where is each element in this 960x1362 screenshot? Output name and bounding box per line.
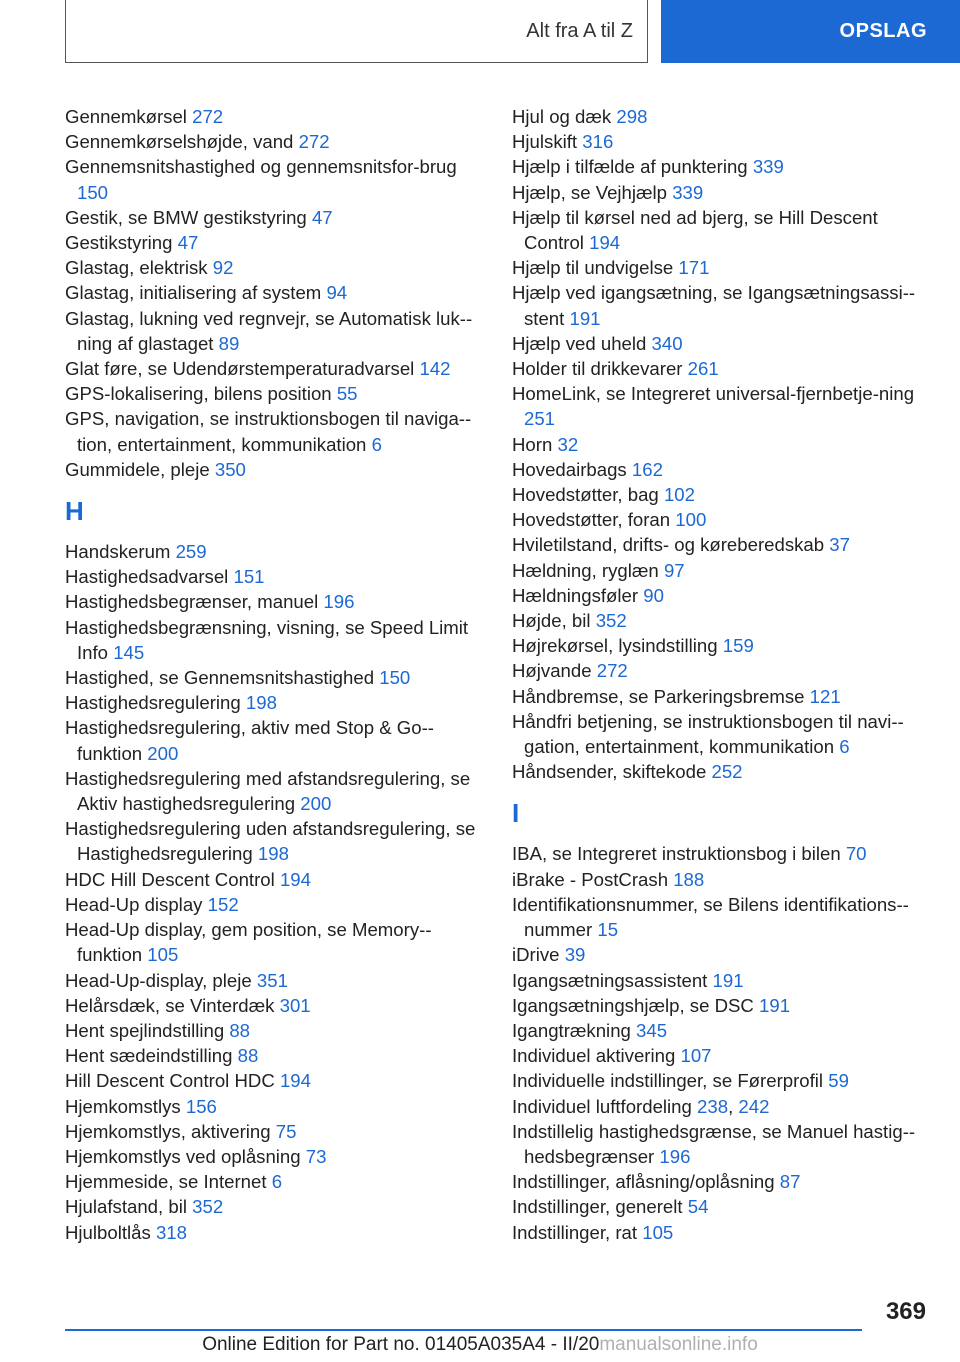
page-link[interactable]: 162	[631, 458, 663, 480]
index-entry	[512, 841, 924, 866]
index-entry	[512, 129, 924, 154]
index-entry	[65, 406, 485, 456]
index-entry	[512, 180, 924, 205]
page-link[interactable]: 340	[651, 332, 683, 354]
page-link[interactable]: 194	[279, 868, 311, 890]
entry-term: Head-Up-display, pleje	[65, 969, 252, 991]
index-entry	[512, 583, 924, 608]
page-link[interactable]: 350	[214, 458, 246, 480]
footer-edition	[0, 1334, 960, 1356]
index-entry	[65, 715, 485, 765]
entry-term: Head-Up display	[65, 893, 203, 915]
page-link[interactable]: 145	[113, 641, 145, 663]
page-link[interactable]: 191	[759, 994, 791, 1016]
entry-term: iBrake - PostCrash	[512, 868, 669, 890]
page-link[interactable]: 97	[663, 559, 685, 581]
page-link[interactable]: 32	[557, 433, 579, 455]
page-link[interactable]: 90	[643, 584, 664, 606]
index-entry	[65, 306, 485, 356]
index-entry	[512, 1119, 924, 1169]
page-link[interactable]: 194	[589, 232, 621, 254]
page-link[interactable]: 252	[711, 761, 743, 783]
index-entry	[65, 154, 485, 204]
page-link[interactable]: 200	[300, 793, 332, 815]
entry-term: HDC Hill Descent Control	[65, 868, 275, 890]
page-link[interactable]: 73	[305, 1145, 327, 1167]
page-link[interactable]: 150	[77, 181, 109, 203]
section-letter: H	[65, 496, 84, 527]
entry-term: Indstillinger, rat	[512, 1221, 638, 1243]
index-entry	[512, 104, 924, 129]
entry-term: Gestik, se BMW gestikstyring	[65, 206, 307, 228]
entry-term: Hastighedsregulering uden afstandsregulering, se Hastighedsregulering	[65, 818, 476, 865]
entry-term: Hastighedsregulering med afstandsregulering, se Aktiv hastighedsregulering	[65, 767, 471, 815]
index-entry	[65, 1169, 485, 1194]
entry-term: GPS-lokalisering, bilens position	[65, 383, 332, 405]
entry-term: Hjemkomstlys ved oplåsning	[65, 1145, 301, 1167]
entry-term: IBA, se Integreret instruktionsbog i bilen	[512, 843, 841, 865]
entry-term: Hjemmeside, se Internet	[65, 1171, 267, 1193]
index-entry	[512, 867, 924, 892]
page-link[interactable]: 107	[680, 1045, 712, 1067]
entry-term: Glastag, elektrisk	[65, 257, 208, 279]
entry-term: Hjælp ved igangsætning, se Igangsætningsassi-stent	[512, 282, 916, 329]
index-entry	[512, 356, 924, 381]
entry-term: Hviletilstand, drifts- og køreberedskab	[512, 534, 825, 556]
entry-term: Individuel aktivering	[512, 1045, 676, 1067]
entry-term: Hjælp ved uheld	[512, 332, 647, 354]
page-link[interactable]: 6	[371, 433, 382, 455]
entry-term: Indstillelig hastighedsgrænse, se Manuel hastig-hedsbegrænser	[512, 1120, 916, 1167]
index-entry	[65, 766, 485, 816]
index-entry	[65, 381, 485, 406]
index-entry	[512, 532, 924, 557]
entry-term: Head-Up display, gem position, se Memory-funktion	[65, 919, 432, 966]
entry-term: HomeLink, se Integreret universal-fjernbetje-ning	[512, 383, 915, 405]
index-entry	[65, 665, 485, 690]
index-entry	[512, 1194, 924, 1219]
index-entry	[65, 129, 485, 154]
index-entry	[512, 331, 924, 356]
index-entry	[512, 482, 924, 507]
entry-term: Hjemkomstlys	[65, 1095, 181, 1117]
entry-term: Hjælp i tilfælde af punktering	[512, 156, 748, 178]
entry-term: Gennemkørselshøjde, vand	[65, 131, 294, 153]
page-link[interactable]: 298	[616, 106, 648, 127]
entry-term: Helårsdæk, se Vinterdæk	[65, 994, 275, 1016]
index-entry: Individuel luftfordeling 238, 242	[512, 1095, 770, 1117]
entry-term: iDrive	[512, 944, 560, 966]
entry-term: Hjulskift	[512, 131, 578, 153]
index-entry	[65, 1018, 485, 1043]
entry-term: Gummidele, pleje	[65, 458, 210, 480]
index-entry	[65, 280, 485, 305]
index-entry	[512, 993, 924, 1018]
section-title: Alt fra A til Z	[526, 19, 633, 42]
page-link[interactable]: 105	[147, 944, 179, 966]
index-entry	[65, 1119, 485, 1144]
page-link[interactable]: 251	[524, 408, 556, 430]
index-entry	[512, 205, 924, 255]
page-link[interactable]: 259	[175, 541, 207, 563]
index-entry	[65, 917, 485, 967]
entry-term: Hjælp til kørsel ned ad bjerg, se Hill Descent Control	[512, 206, 878, 254]
entry-term: Hastighed, se Gennemsnitshastighed	[65, 667, 375, 689]
index-entry	[65, 816, 485, 866]
entry-term: Hjulboltlås	[65, 1221, 151, 1243]
page-link[interactable]: 198	[245, 692, 277, 714]
entry-term: Glastag, lukning ved regnvejr, se Automatisk luk-ning af glastaget	[65, 307, 473, 354]
index-entry	[512, 507, 924, 532]
index-entry	[65, 867, 485, 892]
index-entry	[512, 1018, 924, 1043]
page-link[interactable]: 159	[722, 635, 754, 657]
index-entry	[65, 589, 485, 614]
footer-divider	[65, 1329, 862, 1331]
page-link[interactable]: 191	[569, 307, 601, 329]
page-link[interactable]: 142	[419, 358, 451, 380]
page-link[interactable]: 92	[212, 257, 234, 279]
entry-term: Hastighedsregulering	[65, 692, 241, 714]
index-entry	[512, 684, 924, 709]
entry-term: Hastighedsbegrænsning, visning, se Speed Limit Info	[65, 616, 469, 663]
page-link[interactable]: 15	[597, 919, 619, 941]
index-entry	[512, 432, 924, 457]
page-link[interactable]: 318	[155, 1221, 187, 1243]
entry-term: Identifikationsnummer, se Bilens identifikations-nummer	[512, 893, 909, 941]
page-link[interactable]: 87	[779, 1171, 801, 1193]
page-link[interactable]: 316	[582, 131, 614, 153]
entry-term: Indstillinger, aflåsning/oplåsning	[512, 1171, 775, 1193]
index-entry	[512, 280, 924, 330]
index-column-left	[65, 104, 485, 1245]
index-entry	[65, 1094, 485, 1119]
page-link[interactable]: 6	[839, 736, 850, 758]
index-entry	[512, 892, 924, 942]
entry-term: Individuel luftfordeling	[512, 1095, 692, 1117]
page-link[interactable]: 121	[809, 685, 841, 707]
page-link[interactable]: 351	[256, 969, 288, 991]
page-link[interactable]: 272	[596, 660, 628, 682]
index-entry	[512, 759, 924, 784]
page-link[interactable]: 272	[192, 106, 224, 127]
page-link[interactable]: 156	[185, 1095, 217, 1117]
page-link[interactable]: 152	[207, 893, 239, 915]
index-entry	[512, 255, 924, 280]
page-link[interactable]: 238	[697, 1095, 729, 1117]
page-link[interactable]: 54	[687, 1196, 709, 1218]
tab-label: OPSLAG	[839, 20, 927, 42]
entry-term: Igangsætningshjælp, se DSC	[512, 994, 754, 1016]
entry-term: Hjul og dæk	[512, 106, 612, 127]
page-link[interactable]: 39	[564, 944, 586, 966]
entry-term: Gennemsnitshastighed og gennemsnitsfor-brug	[65, 156, 457, 178]
index-entry	[65, 356, 485, 381]
page-link[interactable]: 171	[678, 257, 710, 279]
entry-term: Hastighedsadvarsel	[65, 566, 229, 588]
entry-term: Igangsætningsassistent	[512, 969, 708, 991]
entry-term: GPS, navigation, se instruktionsbogen til naviga-tion, entertainment, kommunikation	[65, 408, 472, 455]
index-entry	[65, 104, 485, 129]
page-link[interactable]: 352	[192, 1196, 224, 1218]
index-entry	[512, 381, 924, 431]
entry-term: Håndfri betjening, se instruktionsbogen til navi-gation, entertainment, kommunikation	[512, 710, 904, 758]
index-entry	[512, 658, 924, 683]
page-link[interactable]: 261	[687, 358, 719, 380]
index-entry	[65, 1068, 485, 1093]
page-link[interactable]: 102	[663, 484, 695, 506]
entry-term: Holder til drikkevarer	[512, 358, 683, 380]
index-entry	[65, 255, 485, 280]
page-link[interactable]: 88	[229, 1019, 251, 1041]
page-link[interactable]: 242	[738, 1095, 770, 1117]
page-link[interactable]: 100	[675, 509, 707, 531]
entry-term: Håndbremse, se Parkeringsbremse	[512, 685, 805, 707]
index-entry	[512, 1043, 924, 1068]
entry-term: Igangtrækning	[512, 1019, 631, 1041]
entry-term: Individuelle indstillinger, se Førerprofil	[512, 1070, 824, 1092]
page-link[interactable]: 47	[311, 206, 333, 228]
header-tab[interactable]	[661, 0, 960, 63]
page-link[interactable]: 345	[636, 1019, 668, 1041]
index-entry	[65, 1144, 485, 1169]
entry-term: Hill Descent Control HDC	[65, 1070, 275, 1092]
entry-term: Hjulafstand, bil	[65, 1196, 187, 1218]
entry-term: Højrekørsel, lysindstilling	[512, 635, 718, 657]
index-entry	[512, 968, 924, 993]
edition-text: Online Edition for Part no. 01405A035A4 - II/20	[202, 1334, 600, 1355]
entry-term: Hent spejlindstilling	[65, 1019, 225, 1041]
index-entry	[65, 892, 485, 917]
header-section-title	[65, 0, 648, 63]
entry-term: Gestikstyring	[65, 232, 173, 254]
entry-term: Glat føre, se Udendørstemperaturadvarsel	[65, 358, 415, 380]
index-entry	[512, 633, 924, 658]
index-entry	[512, 1220, 924, 1245]
entry-term: Hovedairbags	[512, 458, 627, 480]
index-entry	[65, 564, 485, 589]
page-link[interactable]: 301	[279, 994, 311, 1016]
entry-term: Gennemkørsel	[65, 106, 187, 127]
page-link[interactable]: 88	[237, 1045, 259, 1067]
index-entry	[512, 457, 924, 482]
page-link[interactable]: 196	[323, 591, 355, 613]
entry-term: Hældning, ryglæn	[512, 559, 659, 581]
page-link[interactable]: 191	[712, 969, 744, 991]
index-entry	[65, 457, 485, 482]
index-entry	[512, 1068, 924, 1093]
page-link[interactable]: 59	[828, 1070, 849, 1092]
entry-term: Glastag, initialisering af system	[65, 282, 322, 304]
index-entry	[512, 608, 924, 633]
entry-term: Indstillinger, generelt	[512, 1196, 683, 1218]
index-entry	[65, 539, 485, 564]
page-link[interactable]: 75	[275, 1120, 297, 1142]
page-link[interactable]: 94	[326, 282, 348, 304]
index-entry	[512, 1169, 924, 1194]
index-entry	[65, 968, 485, 993]
page-link[interactable]: 194	[279, 1070, 311, 1092]
entry-term: Hent sædeindstilling	[65, 1045, 233, 1067]
index-entry	[65, 230, 485, 255]
index-entry	[512, 709, 924, 759]
page-link[interactable]: 198	[257, 843, 289, 865]
index-entry	[65, 993, 485, 1018]
page-link[interactable]: 47	[177, 232, 199, 254]
entry-term: Højde, bil	[512, 610, 591, 632]
entry-term: Højvande	[512, 660, 592, 682]
page-link[interactable]: 200	[147, 742, 179, 764]
index-entry	[512, 942, 924, 967]
index-column-right	[512, 104, 924, 1245]
page-link[interactable]: 150	[379, 667, 411, 689]
index-entry	[65, 615, 485, 665]
index-entry	[65, 1043, 485, 1068]
entry-term: Hovedstøtter, foran	[512, 509, 671, 531]
page-link[interactable]: 272	[298, 131, 330, 153]
page-link[interactable]: 55	[336, 383, 358, 405]
entry-term: Hastighedsregulering, aktiv med Stop & Go-funktion	[65, 717, 434, 764]
entry-term: Handskerum	[65, 541, 171, 563]
entry-term: Hjemkomstlys, aktivering	[65, 1120, 271, 1142]
page-link[interactable]: 352	[595, 610, 627, 632]
index-entry	[65, 690, 485, 715]
page-link[interactable]: 196	[659, 1145, 691, 1167]
page-link[interactable]: 339	[672, 181, 704, 203]
entry-term: Håndsender, skiftekode	[512, 761, 707, 783]
page-link[interactable]: 151	[233, 566, 265, 588]
entry-term: Hovedstøtter, bag	[512, 484, 659, 506]
entry-term: Horn	[512, 433, 553, 455]
index-entry	[65, 205, 485, 230]
entry-term: Hjælp til undvigelse	[512, 257, 674, 279]
page-link[interactable]: 339	[752, 156, 784, 178]
index-entry	[65, 1220, 485, 1245]
page-link[interactable]: 188	[673, 868, 705, 890]
page-link[interactable]: 6	[271, 1171, 283, 1193]
entry-term: Hastighedsbegrænser, manuel	[65, 591, 319, 613]
entry-term: Hjælp, se Vejhjælp	[512, 181, 668, 203]
page-link[interactable]: 89	[218, 332, 240, 354]
watermark: manualsonline.info	[599, 1334, 758, 1355]
page-number: 369	[885, 1298, 926, 1325]
index-entry	[512, 154, 924, 179]
page-link[interactable]: 105	[642, 1221, 674, 1243]
index-entry	[65, 1194, 485, 1219]
index-entry	[512, 558, 924, 583]
entry-term: Hældningsføler	[512, 584, 639, 606]
page-link[interactable]: 70	[845, 843, 867, 865]
page-link[interactable]: 37	[829, 534, 850, 556]
section-letter: I	[512, 798, 520, 829]
